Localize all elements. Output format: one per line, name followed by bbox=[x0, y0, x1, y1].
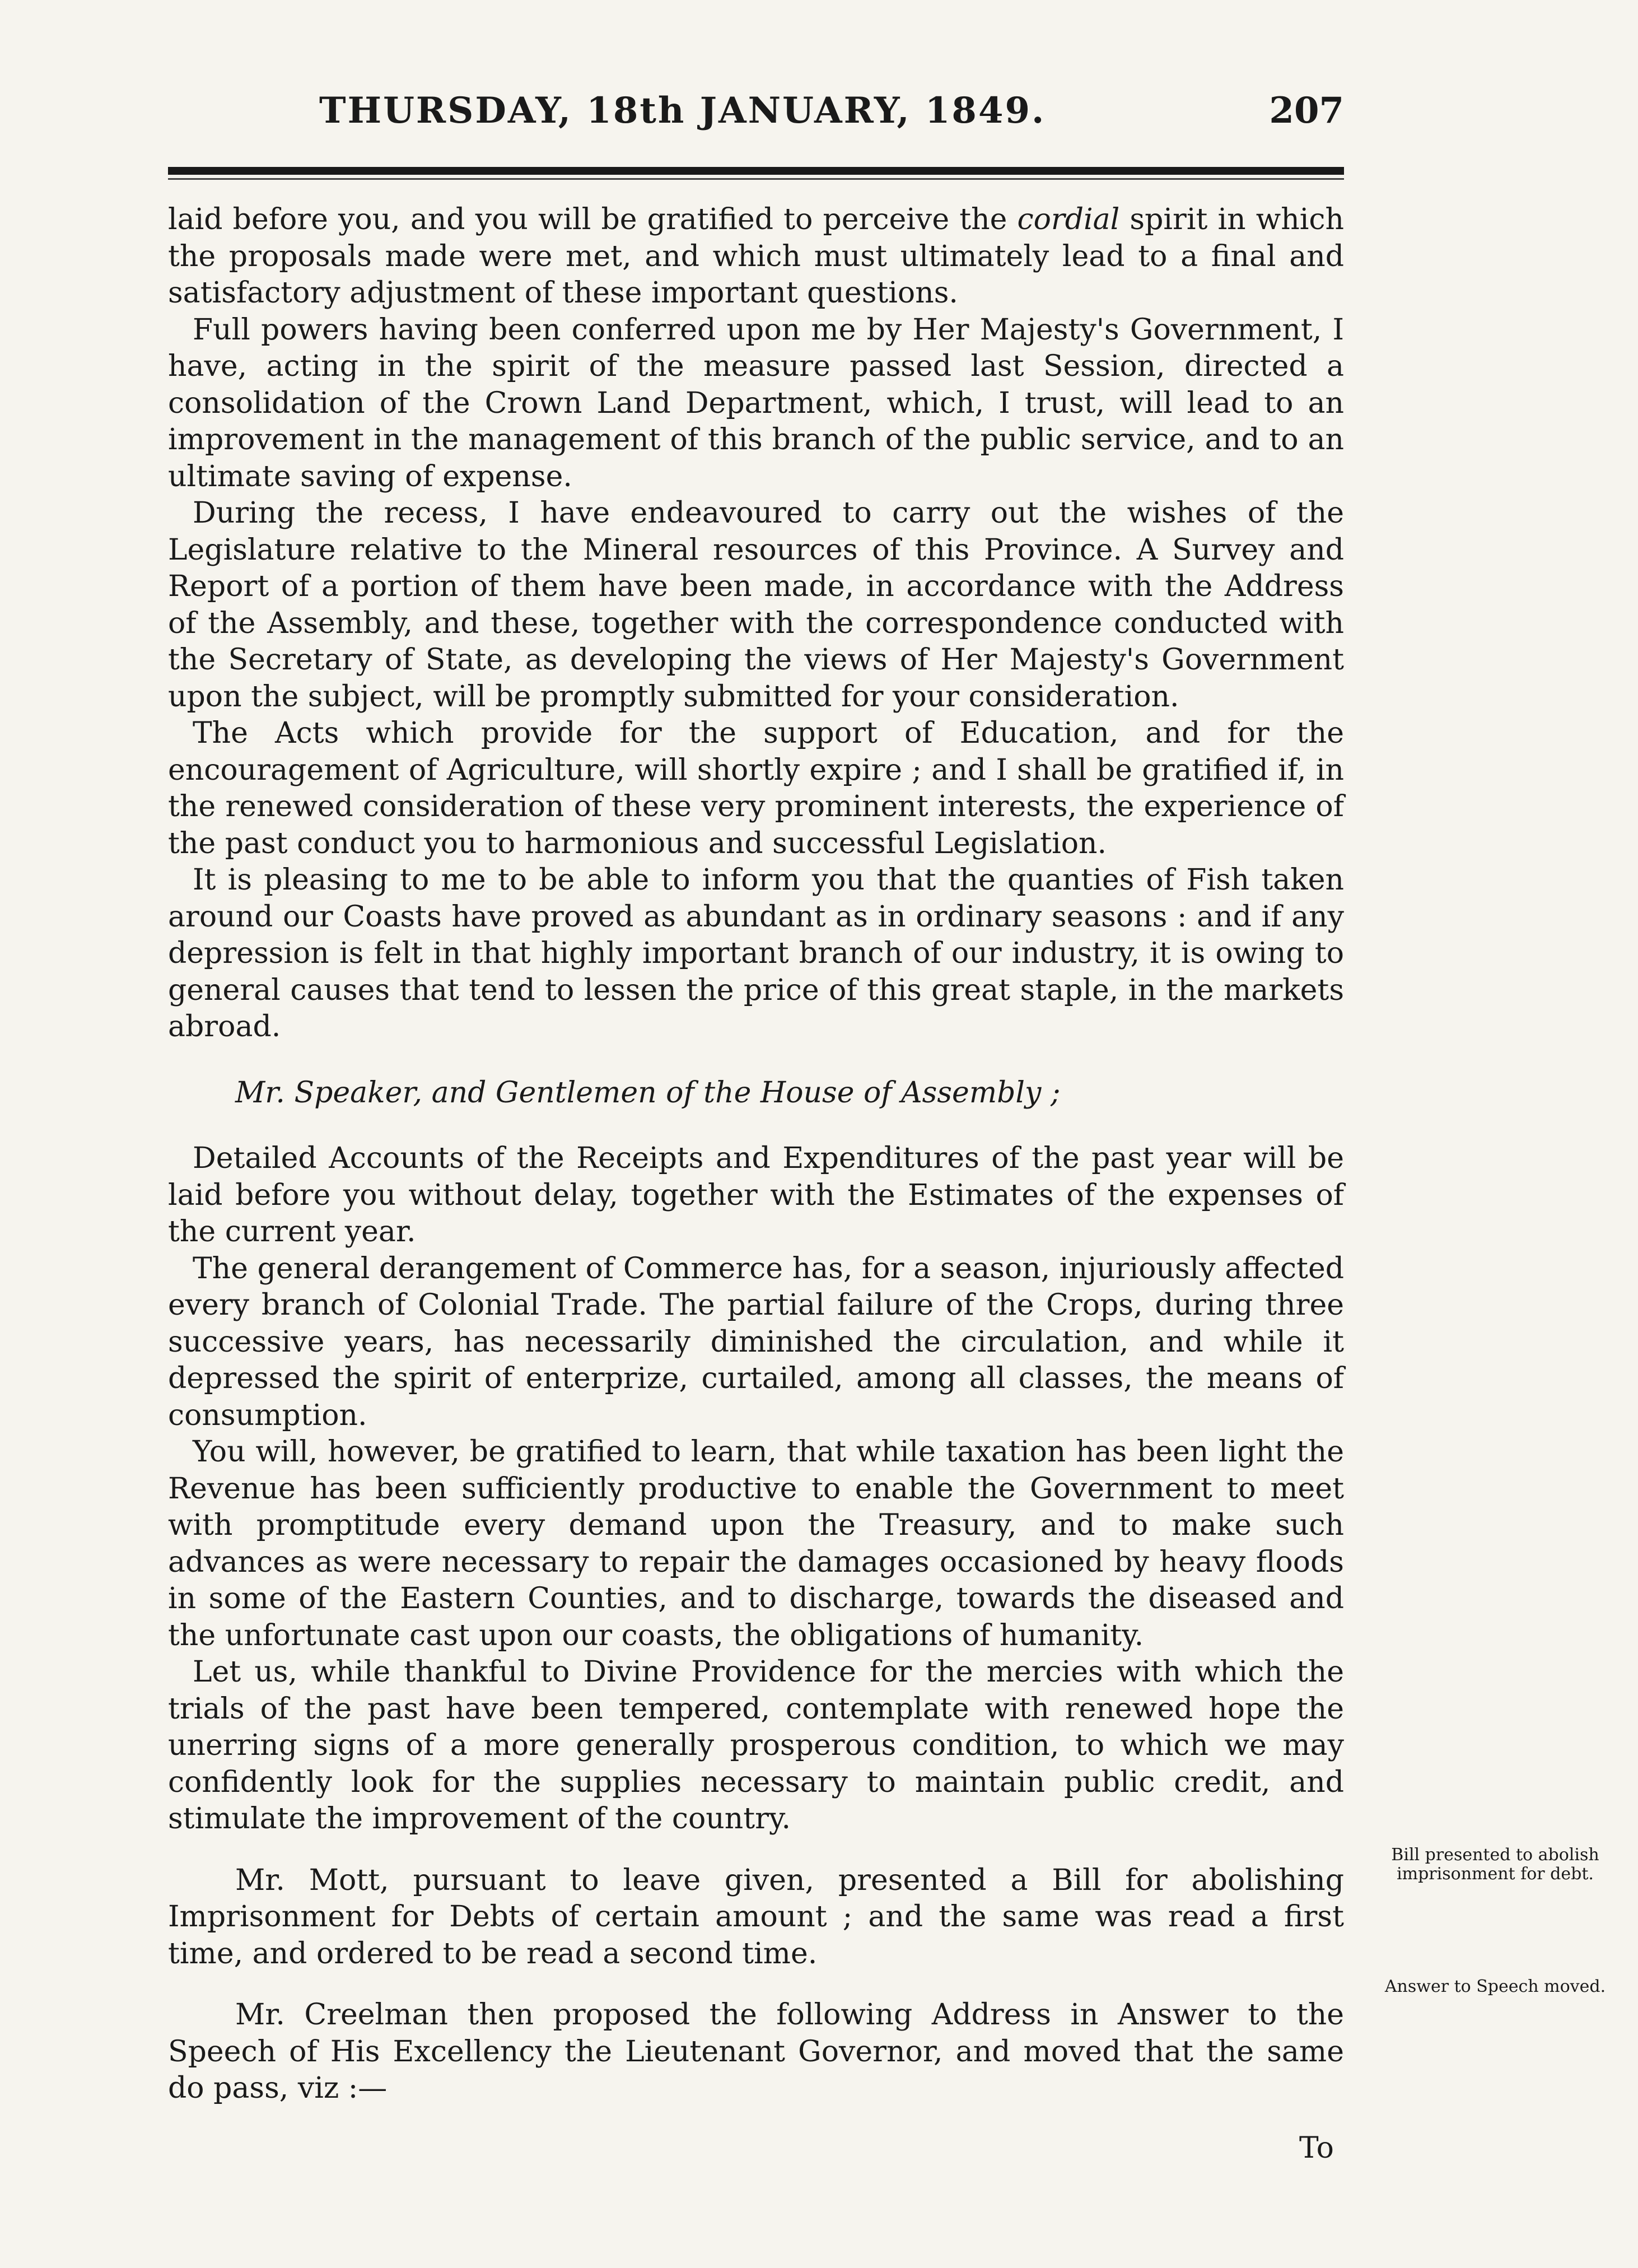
paragraph-bill-motion: Mr. Mott, pursuant to leave given, presented a Bill for abolishing Imprisonment for Debts of certain amount ; and the same was read a first time, and ordered to be read a second time. bbox=[168, 1863, 1344, 1971]
header-rule bbox=[168, 167, 1344, 175]
paragraph-address-motion: Mr. Creelman then proposed the following Address in Answer to the Speech of His Excellency the Lieutenant Governor, and moved that the same do pass, viz :— bbox=[168, 1998, 1344, 2105]
margin-note-answer: Answer to Speech moved. bbox=[1384, 1977, 1606, 1996]
paragraph: During the recess, I have endeavoured to carry out the wishes of the Legislature relative to the Mineral resources of this Province. A Survey and Report of a portion of them have been made, in accordance with the Address of the Assembly, and these, together with the correspondence conducted with the Secretary of State, as developing the views of Her Majesty's Government upon the subject, will be promptly submitted for your consideration. bbox=[168, 496, 1344, 714]
paragraph: Let us, while thankful to Divine Providence for the mercies with which the trials of the past have been tempered, contemplate with renewed hope the unerring signs of a more generally prosperous condition, to which we may confidently look for the supplies necessary to maintain public credit, and stimulate the improvement of the country. bbox=[168, 1655, 1344, 1836]
running-head bbox=[162, 90, 1344, 162]
page-number: 207 bbox=[1269, 90, 1344, 132]
paragraph: Full powers having been conferred upon me by Her Majesty's Government, I have, acting in the spirit of the measure passed last Session, directed a consolidation of the Crown Land Department, which, I trust, will lead to an improvement in the management of this branch of the public service, and to an ultimate saving of expense. bbox=[168, 313, 1344, 493]
paragraph: It is pleasing to me to be able to inform you that the quanties of Fish taken around our Coasts have proved as abundant as in ordinary seasons : and if any depression is felt in that highly important branch of our industry, it is owing to general causes that tend to lessen the price of this great staple, in the markets abroad. bbox=[168, 863, 1344, 1044]
paragraph: Detailed Accounts of the Receipts and Expenditures of the past year will be laid before you without delay, together with the Estimates of the expenses of the current year. bbox=[168, 1142, 1344, 1249]
paragraph: You will, however, be gratified to learn, that while taxation has been light the Revenue has been sufficiently productive to enable the Government to meet with promptitude every demand upon the Treasury, and to make such advances as were necessary to repair the damages occasioned by heavy floods in some of the Eastern Counties, and to discharge, towards the diseased and the unfortunate cast upon our coasts, the obligations of humanity. bbox=[168, 1435, 1344, 1652]
margin-note-bill: Bill presented to abolish imprisonment for debt. bbox=[1391, 1845, 1599, 1884]
paragraph: The Acts which provide for the support of Education, and for the encouragement of Agriculture, will shortly expire ; and I shall be gratified if, in the renewed consideration of these very prominent interests, the experience of the past conduct you to harmonious and successful Legislation. bbox=[168, 716, 1344, 860]
paragraph: The general derangement of Commerce has, for a season, injuriously affected every branch of Colonial Trade. The partial failure of the Crops, during three successive years, has necessarily diminished the circulation, and while it depressed the spirit of enterprize, curtailed, among all classes, the means of consumption. bbox=[168, 1251, 1344, 1432]
page-title: THURSDAY, 18th JANUARY, 1849. bbox=[319, 90, 1046, 132]
address-heading: Mr. Speaker, and Gentlemen of the House of Assembly ; bbox=[235, 1075, 1061, 1110]
catchword: To bbox=[1299, 2131, 1334, 2165]
header-rule-thin bbox=[168, 178, 1344, 180]
paragraph: laid before you, and you will be gratified to perceive the cordial spirit in which the proposals made were met, and which must ultimately lead to a final and satisfactory adjustment of these important questions. bbox=[168, 203, 1344, 310]
italic-word: cordial bbox=[1017, 203, 1120, 236]
body-text bbox=[168, 202, 1344, 2107]
